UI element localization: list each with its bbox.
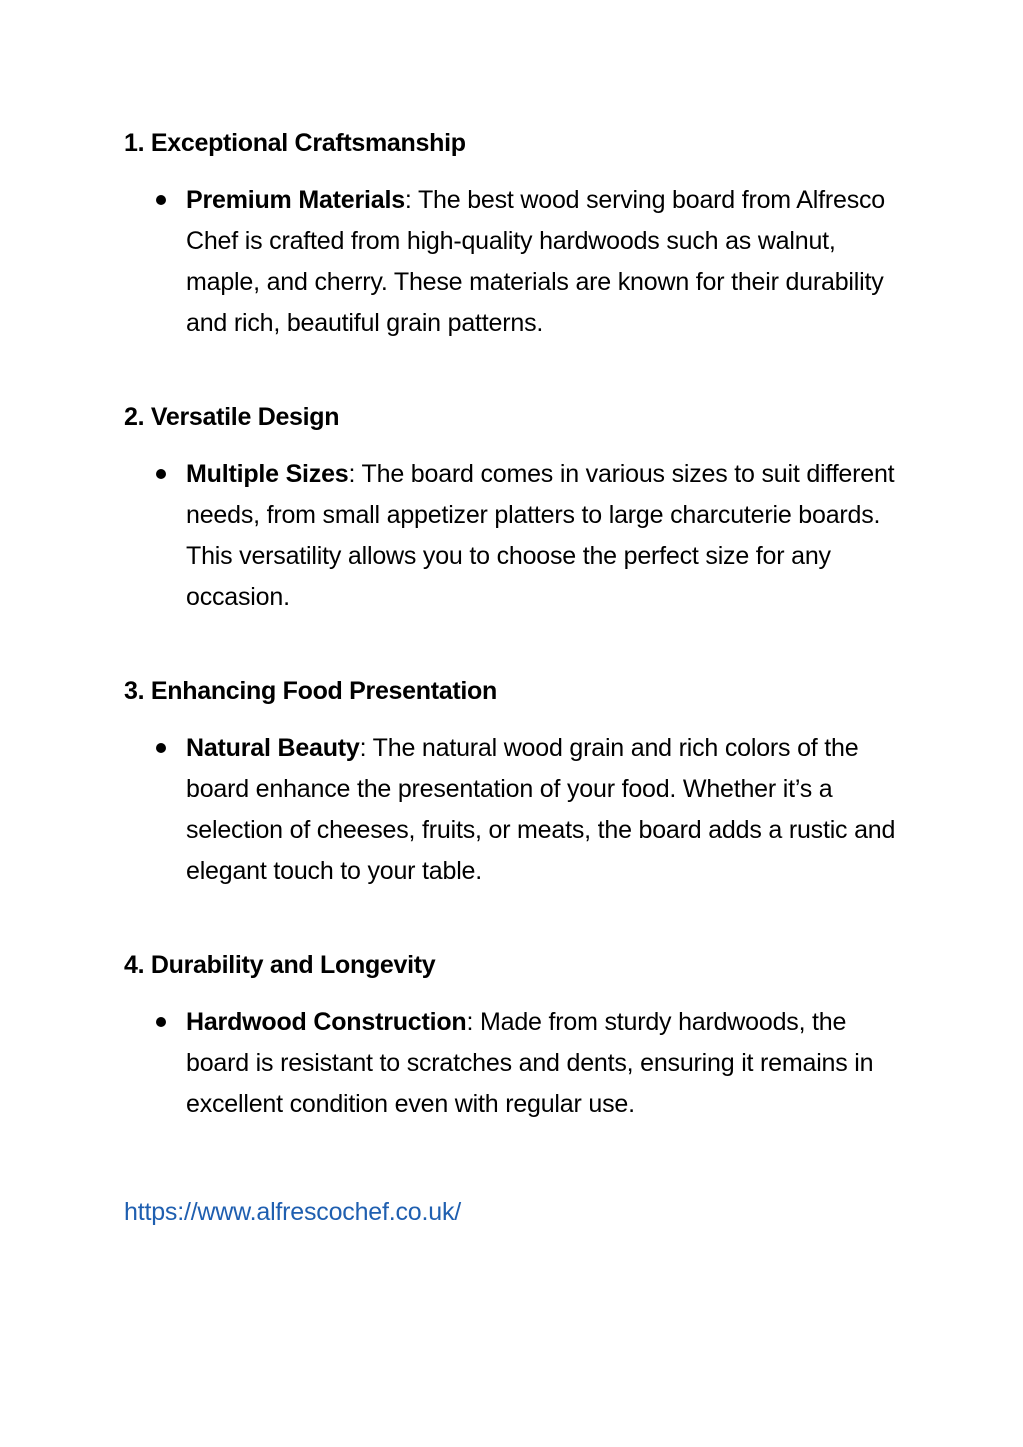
bullet-icon <box>156 195 166 205</box>
description-text: The best wood serving board from Alfresco Chef is crafted from high-quality hardwoods such as walnut, maple, and cherry. These materials are known for their durability and rich, beautiful grain patterns. <box>186 186 885 337</box>
section-heading-versatile-design: 2. Versatile Design <box>124 403 340 431</box>
list-item-hardwood-construction <box>186 1002 906 1125</box>
section-heading-food-presentation: 3. Enhancing Food Presentation <box>124 677 497 705</box>
section-heading-durability: 4. Durability and Longevity <box>124 951 436 979</box>
list-item-natural-beauty <box>186 728 906 892</box>
bullet-icon <box>156 743 166 753</box>
list-item-multiple-sizes <box>186 454 906 618</box>
term-label: Natural Beauty <box>186 734 360 762</box>
term-label: Multiple Sizes <box>186 460 349 488</box>
list-item-premium-materials <box>186 180 906 344</box>
term-separator: : <box>359 734 367 762</box>
bullet-icon <box>156 1017 166 1027</box>
term-label: Hardwood Construction <box>186 1008 467 1036</box>
term-label: Premium Materials <box>186 186 405 214</box>
website-link[interactable]: https://www.alfrescochef.co.uk/ <box>124 1198 462 1226</box>
section-heading-craftsmanship: 1. Exceptional Craftsmanship <box>124 129 466 157</box>
description-text: The natural wood grain and rich colors of the board enhance the presentation of your food. Whether it’s a selection of cheeses, fruits, or meats, the board adds a rustic and elegant touch to your table. <box>186 734 896 885</box>
description-text: Made from sturdy hardwoods, the board is resistant to scratches and dents, ensuring it remains in excellent condition even with regular use. <box>186 1008 874 1118</box>
term-separator: : <box>348 460 356 488</box>
bullet-icon <box>156 469 166 479</box>
term-separator: : <box>466 1008 474 1036</box>
description-text: The board comes in various sizes to suit different needs, from small appetizer platters to large charcuterie boards. This versatility allows you to choose the perfect size for any occasion. <box>186 460 895 611</box>
term-separator: : <box>404 186 412 214</box>
